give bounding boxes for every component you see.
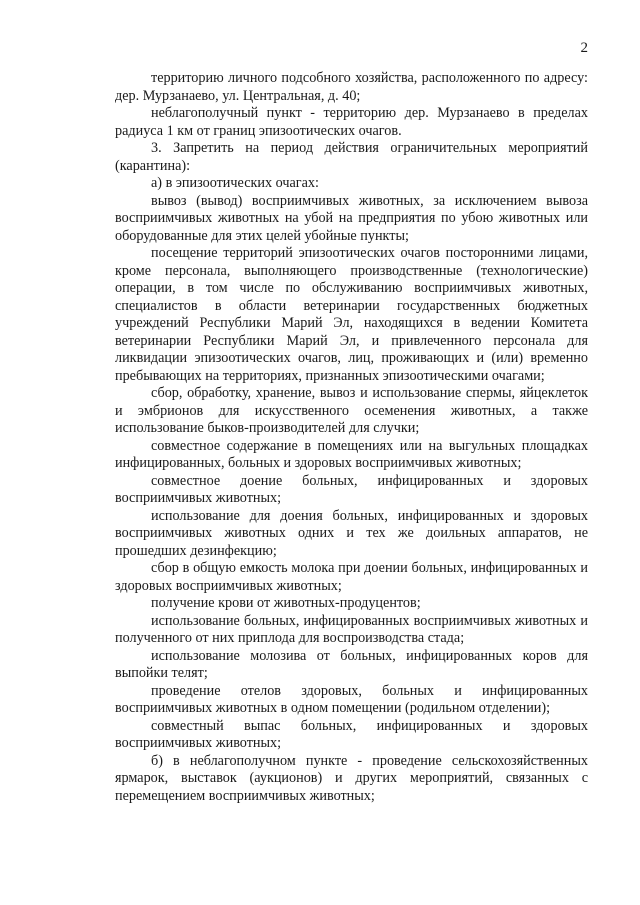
paragraph-milking-machines: использование для доения больных, инфицированных и здоровых восприимчивых животных одних и тех же доильных аппаратов, не прошедших дезинфекцию; <box>115 507 588 559</box>
paragraph-blood-collection: получение крови от животных-продуцентов; <box>151 595 421 611</box>
paragraph-milk-collection: сбор в общую емкость молока при доении больных, инфицированных и здоровых восприимчивых животных; <box>115 560 588 594</box>
paragraph-visiting-outbreaks: посещение территорий эпизоотических очагов посторонними лицами, кроме персонала, выполняющего производственные (технологические) операции, в том числе по обслуживанию восприимчивых животных, специалистов в области ветеринарии государственных бюджетных учреждений Республики Марий Эл, находящихся в ведении Комитета ветеринарии Республики Марий Эл, и привлеченного персонала для ликвидации эпизоотических очагов, лиц, проживающих и (или) временно пребывающих на территориях, признанных эпизоотическими очагами; <box>115 245 588 384</box>
paragraph-colostrum: использование молозива от больных, инфицированных коров для выпойки телят; <box>115 647 588 681</box>
page-number: 2 <box>580 40 588 56</box>
paragraph-animal-export: вывоз (вывод) восприимчивых животных, за исключением вывоза восприимчивых животных на убой на предприятия по убою животных или оборудованные для этих целей убойные пункты; <box>115 192 588 244</box>
paragraph-reproduction: использование больных, инфицированных восприимчивых животных и полученного от них приплода для воспроизводства стада; <box>115 612 588 646</box>
paragraph-joint-milking: совместное доение больных, инфицированных и здоровых восприимчивых животных; <box>115 472 588 506</box>
paragraph-prohibition-heading: 3. Запретить на период действия ограничительных мероприятий (карантина): <box>115 140 588 174</box>
paragraph-calving: проведение отелов здоровых, больных и инфицированных восприимчивых животных в одном помещении (родильном отделении); <box>115 682 588 716</box>
paragraph-joint-keeping: совместное содержание в помещениях или на выгульных площадках инфицированных, больных и здоровых восприимчивых животных; <box>115 437 588 471</box>
paragraph-joint-grazing: совместный выпас больных, инфицированных и здоровых восприимчивых животных; <box>115 717 588 751</box>
document-body <box>115 70 588 805</box>
paragraph-unfavorable-point: неблагополучный пункт - территорию дер. Мурзанаево в пределах радиуса 1 км от границ эпизоотических очагов. <box>115 105 588 139</box>
paragraph-semen-collection: сбор, обработку, хранение, вывоз и использование спермы, яйцеклеток и эмбрионов для искусственного осеменения животных, а также использование быков-производителей для случки; <box>115 385 588 436</box>
paragraph-subsection-b: б) в неблагополучном пункте - проведение сельскохозяйственных ярмарок, выставок (аукционов) и других мероприятий, связанных с перемещением восприимчивых животных; <box>115 752 588 804</box>
paragraph-territory-address: территорию личного подсобного хозяйства, расположенного по адресу: дер. Мурзанаево, ул. Центральная, д. 40; <box>115 70 588 104</box>
paragraph-subsection-a: а) в эпизоотических очагах: <box>151 175 319 191</box>
